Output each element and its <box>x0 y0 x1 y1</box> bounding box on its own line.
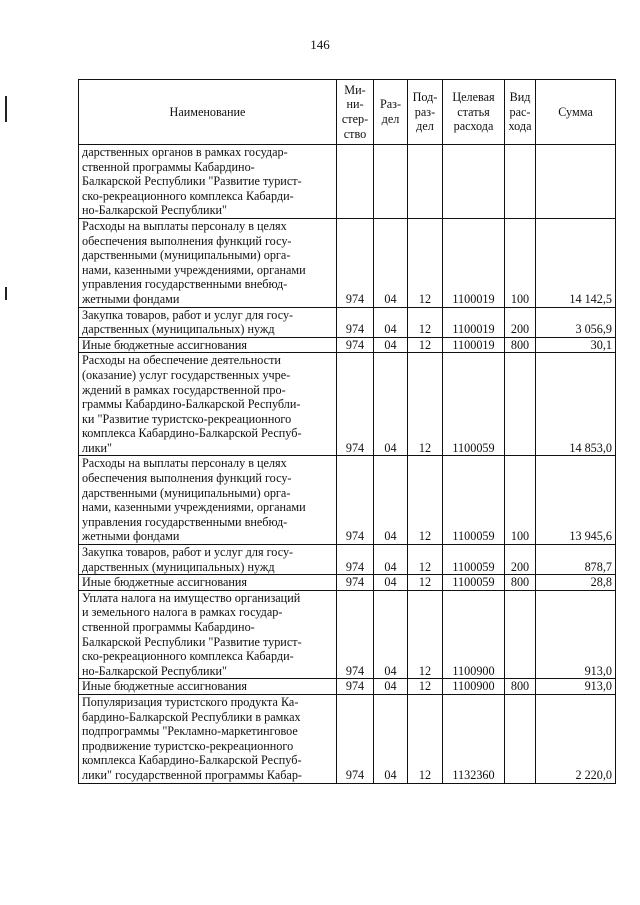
sum-cell: 913,0 <box>536 590 616 679</box>
subsection-cell: 12 <box>408 545 443 575</box>
sum-cell: 14 853,0 <box>536 353 616 456</box>
subsection-cell: 12 <box>408 679 443 695</box>
page-number: 146 <box>310 37 330 52</box>
margin-mark <box>5 287 7 300</box>
table-row <box>79 590 616 679</box>
row-name-cell: Расходы на обеспечение деятельности (оказание) услуг государственных учре- ждений в рамках государственной про- граммы Кабардино-Балкарской Республи- ки "Развитие туристско-рекреационного комплекса Кабардино-Балкарской Респуб- лики" <box>79 353 337 456</box>
section-cell: 04 <box>374 456 408 545</box>
subsection-cell: 12 <box>408 456 443 545</box>
col-header-target: Целевая статья расхода <box>443 80 505 145</box>
subsection-cell: 12 <box>408 694 443 783</box>
row-name-cell: Иные бюджетные ассигнования <box>79 337 337 353</box>
sum-cell: 30,1 <box>536 337 616 353</box>
ministry-cell: 974 <box>337 353 374 456</box>
section-cell: 04 <box>374 218 408 307</box>
table-body <box>79 145 616 784</box>
ministry-cell: 974 <box>337 545 374 575</box>
expense-type-cell: 200 <box>505 307 536 337</box>
subsection-cell: 12 <box>408 590 443 679</box>
expense-type-cell: 200 <box>505 545 536 575</box>
subsection-cell: 12 <box>408 353 443 456</box>
expense-type-cell: 800 <box>505 575 536 591</box>
section-cell: 04 <box>374 337 408 353</box>
expense-type-cell: 100 <box>505 456 536 545</box>
target-article-cell: 1100059 <box>443 575 505 591</box>
row-name-cell: дарственных органов в рамках государ- ственной программы Кабардино- Балкарской Республики "Развитие турист- ско-рекреационного комплекса Кабарди- но-Балкарской Республики" <box>79 145 337 219</box>
table-row <box>79 456 616 545</box>
section-cell: 04 <box>374 590 408 679</box>
sum-cell: 13 945,6 <box>536 456 616 545</box>
row-name-cell: Закупка товаров, работ и услуг для госу- дарственных (муниципальных) нужд <box>79 545 337 575</box>
ministry-cell: 974 <box>337 307 374 337</box>
expense-type-cell <box>505 353 536 456</box>
target-article-cell: 1100019 <box>443 218 505 307</box>
col-header-name: Наименование <box>79 80 337 145</box>
col-header-section: Раз- дел <box>374 80 408 145</box>
row-name-cell: Популяризация туристского продукта Ка- бардино-Балкарской Республики в рамках подпрограммы "Рекламно-маркетинговое продвижение туристско-рекреационного комплекса Кабардино-Балкарской Респуб- лики" государственной программы Кабар- <box>79 694 337 783</box>
sum-cell: 3 056,9 <box>536 307 616 337</box>
row-name-cell: Иные бюджетные ассигнования <box>79 575 337 591</box>
expense-type-cell: 100 <box>505 218 536 307</box>
target-article-cell: 1100019 <box>443 337 505 353</box>
ministry-cell: 974 <box>337 575 374 591</box>
ministry-cell: 974 <box>337 679 374 695</box>
row-name-cell: Закупка товаров, работ и услуг для госу- дарственных (муниципальных) нужд <box>79 307 337 337</box>
table-row <box>79 545 616 575</box>
expense-type-cell: 800 <box>505 337 536 353</box>
target-article-cell: 1100059 <box>443 545 505 575</box>
ministry-cell: 974 <box>337 590 374 679</box>
expense-type-cell <box>505 145 536 219</box>
subsection-cell: 12 <box>408 337 443 353</box>
target-article-cell <box>443 145 505 219</box>
table-row <box>79 353 616 456</box>
section-cell: 04 <box>374 575 408 591</box>
col-header-type: Вид рас- хода <box>505 80 536 145</box>
section-cell: 04 <box>374 307 408 337</box>
row-name-cell: Расходы на выплаты персоналу в целях обеспечения выполнения функций госу- дарственными (муниципальными) орга- нами, казенными учреждениями, органами управления государственными внебюд- жетными фондами <box>79 218 337 307</box>
sum-cell: 2 220,0 <box>536 694 616 783</box>
section-cell: 04 <box>374 679 408 695</box>
section-cell: 04 <box>374 353 408 456</box>
sum-cell <box>536 145 616 219</box>
section-cell: 04 <box>374 545 408 575</box>
table-header-row <box>79 80 616 145</box>
target-article-cell: 1100900 <box>443 679 505 695</box>
ministry-cell: 974 <box>337 456 374 545</box>
sum-cell: 878,7 <box>536 545 616 575</box>
margin-mark <box>5 96 7 122</box>
col-header-ministry: Ми- ни- стер- ство <box>337 80 374 145</box>
col-header-subsection: Под- раз- дел <box>408 80 443 145</box>
table-row <box>79 307 616 337</box>
target-article-cell: 1100059 <box>443 353 505 456</box>
ministry-cell: 974 <box>337 694 374 783</box>
target-article-cell: 1100019 <box>443 307 505 337</box>
ministry-cell: 974 <box>337 218 374 307</box>
table-row <box>79 218 616 307</box>
expense-type-cell: 800 <box>505 679 536 695</box>
sum-cell: 913,0 <box>536 679 616 695</box>
target-article-cell: 1100900 <box>443 590 505 679</box>
expense-type-cell <box>505 694 536 783</box>
row-name-cell: Расходы на выплаты персоналу в целях обеспечения выполнения функций госу- дарственными (муниципальными) орга- нами, казенными учреждениями, органами управления государственными внебюд- жетными фондами <box>79 456 337 545</box>
col-header-sum: Сумма <box>536 80 616 145</box>
table-row <box>79 694 616 783</box>
table-row <box>79 679 616 695</box>
expense-type-cell <box>505 590 536 679</box>
sum-cell: 14 142,5 <box>536 218 616 307</box>
ministry-cell: 974 <box>337 337 374 353</box>
ministry-cell <box>337 145 374 219</box>
section-cell <box>374 145 408 219</box>
row-name-cell: Иные бюджетные ассигнования <box>79 679 337 695</box>
subsection-cell: 12 <box>408 575 443 591</box>
row-name-cell: Уплата налога на имущество организаций и земельного налога в рамках государ- ственной программы Кабардино- Балкарской Республики "Развитие турист- ско-рекреационного комплекса Кабарди- но-Балкарской Республики" <box>79 590 337 679</box>
section-cell: 04 <box>374 694 408 783</box>
sum-cell: 28,8 <box>536 575 616 591</box>
subsection-cell: 12 <box>408 307 443 337</box>
target-article-cell: 1132360 <box>443 694 505 783</box>
subsection-cell <box>408 145 443 219</box>
target-article-cell: 1100059 <box>443 456 505 545</box>
table-row <box>79 145 616 219</box>
table-row <box>79 575 616 591</box>
subsection-cell: 12 <box>408 218 443 307</box>
budget-table <box>78 79 616 784</box>
table-row <box>79 337 616 353</box>
